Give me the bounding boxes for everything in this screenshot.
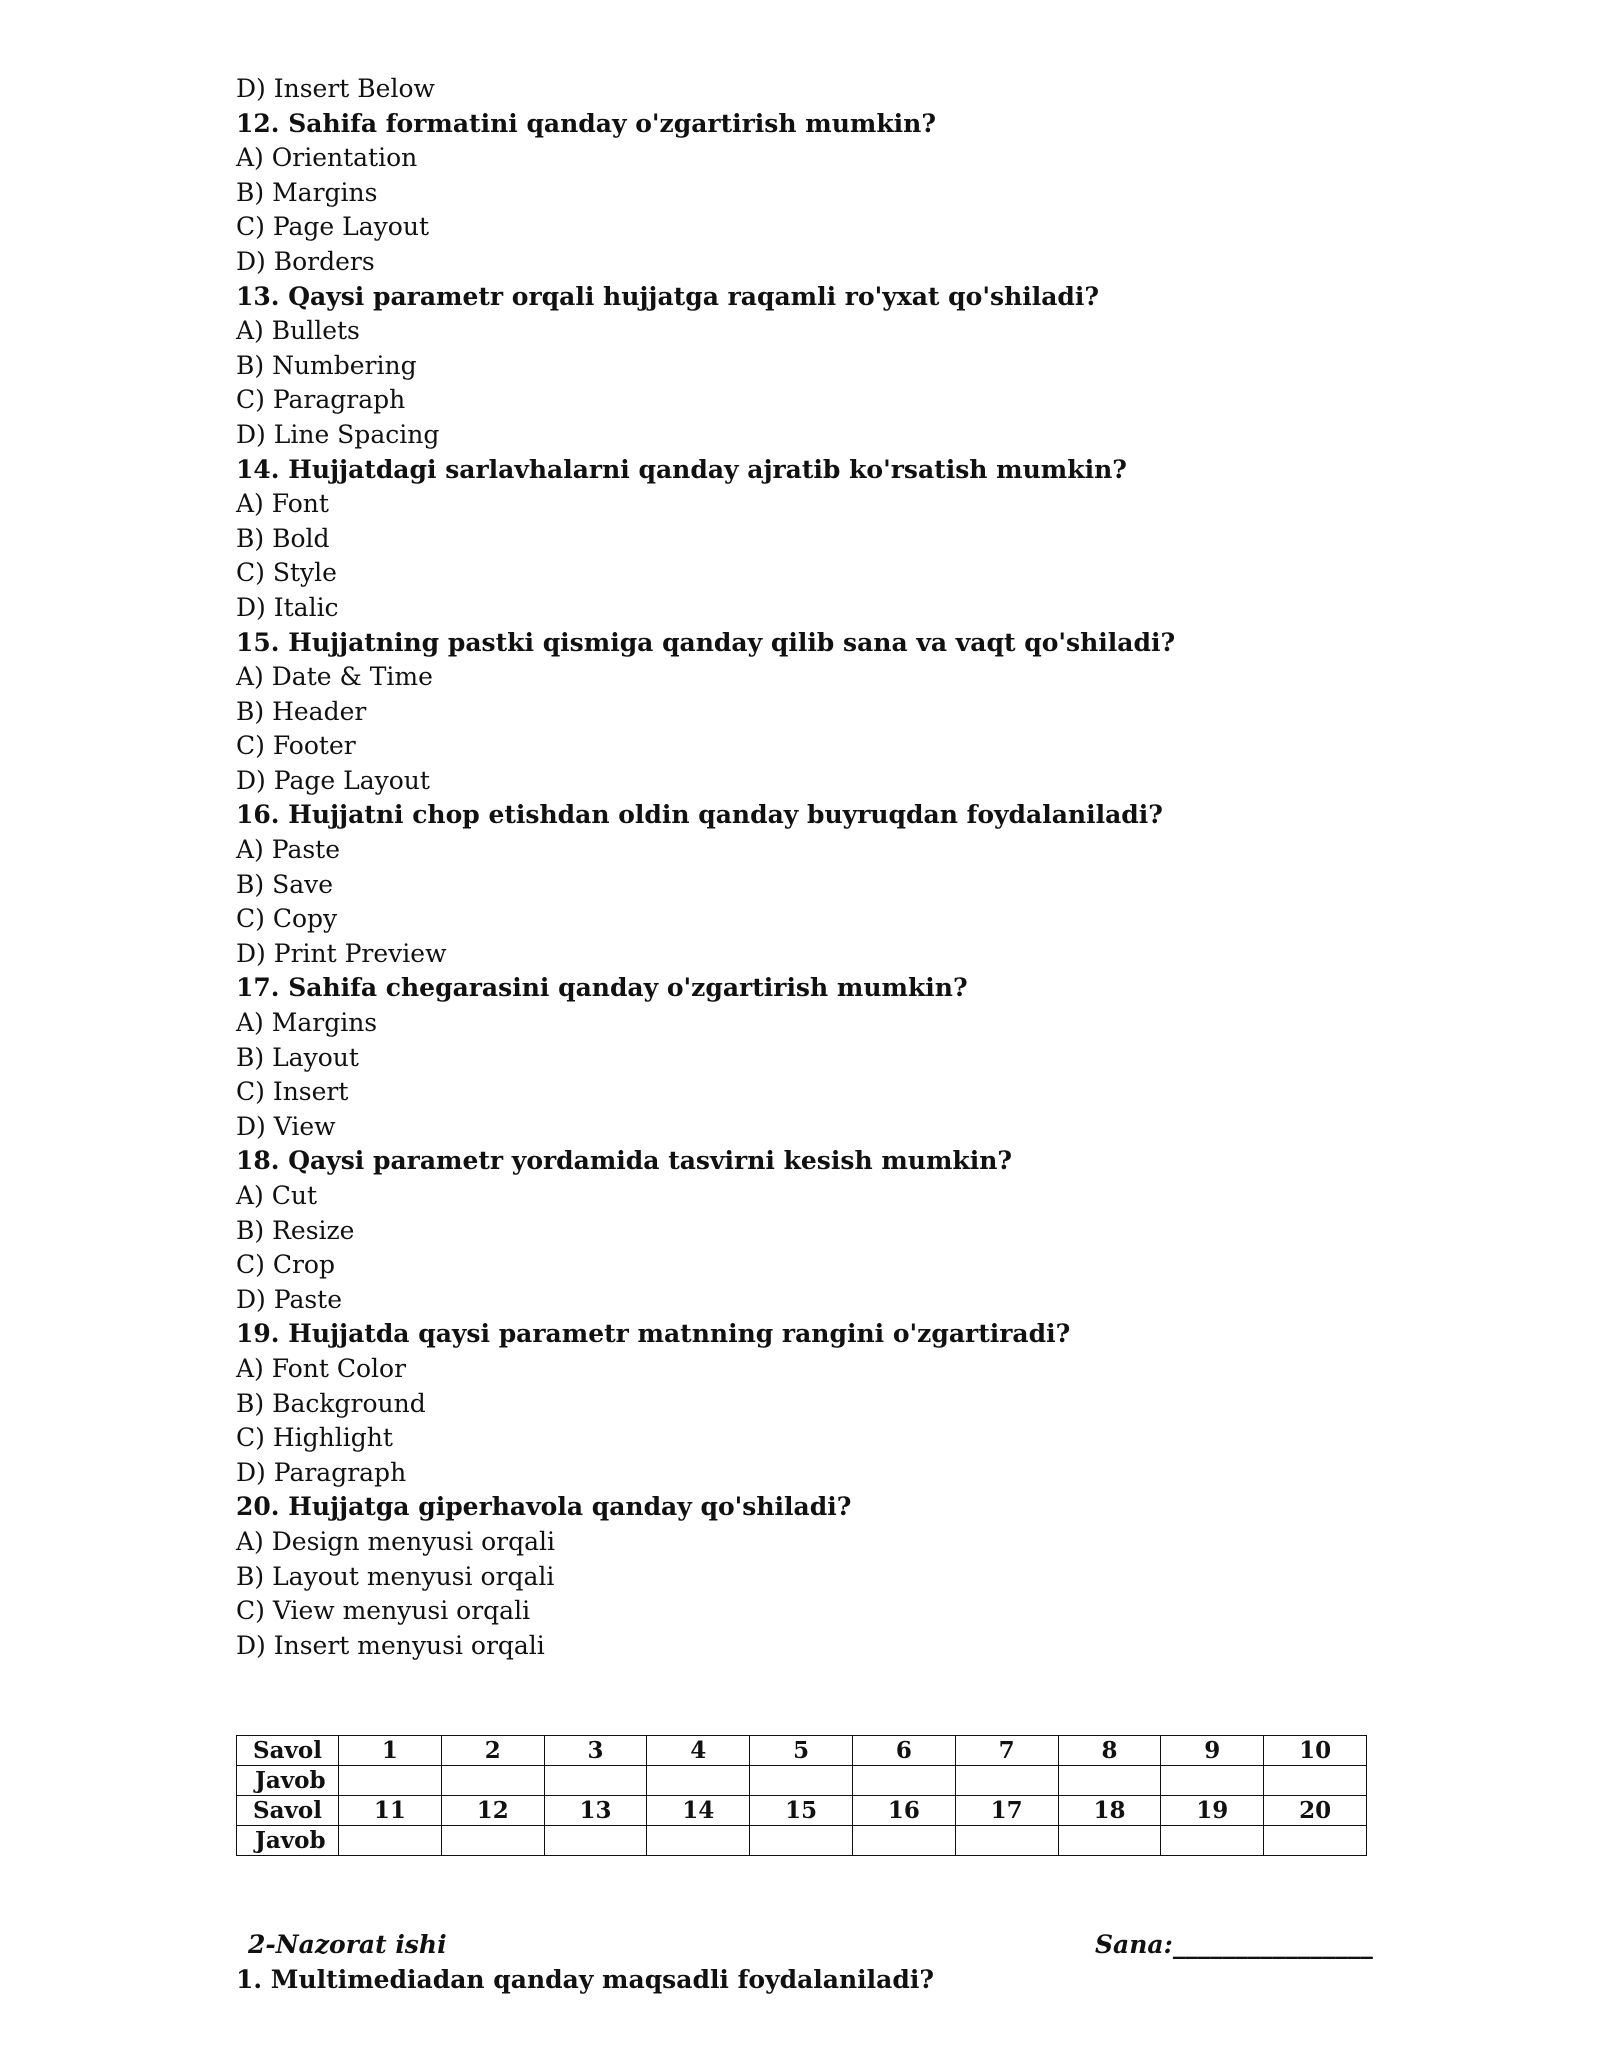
answer-option: A) Font Color xyxy=(236,1353,407,1383)
question-number-cell: 5 xyxy=(750,1736,853,1766)
answer-cell[interactable] xyxy=(1058,1766,1161,1796)
answer-cell[interactable] xyxy=(441,1826,544,1856)
answer-option: A) Cut xyxy=(236,1181,318,1210)
answer-cell[interactable] xyxy=(339,1766,442,1796)
answer-option: B) Layout xyxy=(236,1042,359,1072)
question-number-cell: 20 xyxy=(1264,1796,1367,1826)
answer-option: B) Save xyxy=(236,869,334,899)
answer-option: C) Highlight xyxy=(236,1423,393,1453)
answer-option: C) Footer xyxy=(236,731,356,761)
question-text: 18. Qaysi parametr yordamida tasvirni kesish mumkin? xyxy=(236,1146,1013,1176)
answer-cell[interactable] xyxy=(441,1766,544,1796)
question-number-cell: 19 xyxy=(1161,1796,1264,1826)
answer-option: D) Borders xyxy=(236,246,375,276)
question-number-cell: 6 xyxy=(852,1736,955,1766)
answer-cell[interactable] xyxy=(647,1766,750,1796)
question-number-row xyxy=(237,1796,1367,1826)
answer-option: C) Insert xyxy=(236,1077,349,1107)
answer-option: B) Resize xyxy=(236,1215,355,1245)
question-number-cell: 10 xyxy=(1264,1736,1367,1766)
answer-option: A) Orientation xyxy=(236,143,418,173)
question-number-cell: 15 xyxy=(750,1796,853,1826)
answer-cell[interactable] xyxy=(339,1826,442,1856)
answer-option: A) Date & Time xyxy=(236,662,433,692)
answer-cell[interactable] xyxy=(1264,1766,1367,1796)
question-number-cell: 12 xyxy=(441,1796,544,1826)
answer-row xyxy=(237,1826,1367,1856)
answer-row-label: Javob xyxy=(237,1766,339,1796)
next-question: 1. Multimediadan qanday maqsadli foydalaniladi? xyxy=(236,1965,934,1994)
answer-option: D) Page Layout xyxy=(236,765,430,795)
answer-option: C) View menyusi orqali xyxy=(236,1596,531,1626)
answer-option: A) Paste xyxy=(236,835,341,865)
answer-cell[interactable] xyxy=(1264,1826,1367,1856)
question-number-cell: 11 xyxy=(339,1796,442,1826)
answer-option: B) Header xyxy=(236,696,367,726)
question-text: 14. Hujjatdagi sarlavhalarni qanday ajratib ko'rsatish mumkin? xyxy=(236,454,1127,484)
answer-cell[interactable] xyxy=(852,1826,955,1856)
question-number-cell: 2 xyxy=(441,1736,544,1766)
question-text: 19. Hujjatda qaysi parametr matnning rangini o'zgartiradi? xyxy=(236,1319,1071,1349)
answer-option: D) Paragraph xyxy=(236,1457,407,1487)
question-number-cell: 3 xyxy=(544,1736,647,1766)
answer-cell[interactable] xyxy=(955,1766,1058,1796)
answer-option: A) Margins xyxy=(236,1008,378,1038)
question-row-label: Savol xyxy=(237,1736,339,1766)
answer-option: C) Copy xyxy=(236,904,338,934)
answer-option: C) Style xyxy=(236,558,337,588)
answer-option: C) Paragraph xyxy=(236,385,406,415)
question-number-cell: 8 xyxy=(1058,1736,1161,1766)
answer-cell[interactable] xyxy=(750,1826,853,1856)
answer-cell[interactable] xyxy=(955,1826,1058,1856)
answer-row-label: Javob xyxy=(237,1826,339,1856)
answer-option: D) Insert menyusi orqali xyxy=(236,1630,545,1660)
answer-option: B) Layout menyusi orqali xyxy=(236,1561,555,1591)
question-number-cell: 13 xyxy=(544,1796,647,1826)
answer-cell[interactable] xyxy=(1161,1826,1264,1856)
answer-option: D) Paste xyxy=(236,1284,343,1314)
question-number-cell: 1 xyxy=(339,1736,442,1766)
question-number-cell: 16 xyxy=(852,1796,955,1826)
answer-option: A) Bullets xyxy=(236,316,360,346)
answer-row xyxy=(237,1766,1367,1796)
answer-cell[interactable] xyxy=(1161,1766,1264,1796)
question-list xyxy=(236,72,1436,1663)
answer-cell[interactable] xyxy=(852,1766,955,1796)
question-number-cell: 14 xyxy=(647,1796,750,1826)
answer-cell[interactable] xyxy=(544,1766,647,1796)
answer-grid-table xyxy=(236,1735,1367,1856)
answer-option: B) Bold xyxy=(236,523,330,553)
answer-option: D) Print Preview xyxy=(236,938,447,968)
question-text: 15. Hujjatning pastki qismiga qanday qilib sana va vaqt qo'shiladi? xyxy=(236,627,1176,657)
question-number-row xyxy=(237,1736,1367,1766)
question-number-cell: 7 xyxy=(955,1736,1058,1766)
answer-option: C) Crop xyxy=(236,1250,335,1280)
answer-option: D) Italic xyxy=(236,592,339,622)
question-number-cell: 4 xyxy=(647,1736,750,1766)
question-number-cell: 9 xyxy=(1161,1736,1264,1766)
question-text: 20. Hujjatga giperhavola qanday qo'shiladi? xyxy=(236,1492,852,1522)
answer-cell[interactable] xyxy=(647,1826,750,1856)
question-text: 12. Sahifa formatini qanday o'zgartirish mumkin? xyxy=(236,108,936,138)
answer-cell[interactable] xyxy=(1058,1826,1161,1856)
answer-option: A) Design menyusi orqali xyxy=(236,1526,555,1556)
question-text: 13. Qaysi parametr orqali hujjatga raqamli ro'yxat qo'shiladi? xyxy=(236,281,1100,311)
answer-option: D) Insert Below xyxy=(236,74,435,103)
question-row-label: Savol xyxy=(237,1796,339,1826)
answer-option: B) Margins xyxy=(236,177,378,207)
answer-option: A) Font xyxy=(236,489,329,519)
question-text: 16. Hujjatni chop etishdan oldin qanday buyruqdan foydalaniladi? xyxy=(236,800,1163,830)
answer-option: C) Page Layout xyxy=(236,212,430,242)
question-number-cell: 17 xyxy=(955,1796,1058,1826)
answer-cell[interactable] xyxy=(750,1766,853,1796)
answer-option: B) Background xyxy=(236,1388,426,1418)
date-field-label: Sana:________________ xyxy=(1095,1930,1373,1959)
question-number-cell: 18 xyxy=(1058,1796,1161,1826)
section-title: 2-Nazorat ishi xyxy=(248,1930,447,1959)
question-text: 17. Sahifa chegarasini qanday o'zgartirish mumkin? xyxy=(236,973,968,1003)
answer-option: B) Numbering xyxy=(236,350,417,380)
answer-option: D) Line Spacing xyxy=(236,419,440,449)
answer-option: D) View xyxy=(236,1111,336,1141)
answer-cell[interactable] xyxy=(544,1826,647,1856)
